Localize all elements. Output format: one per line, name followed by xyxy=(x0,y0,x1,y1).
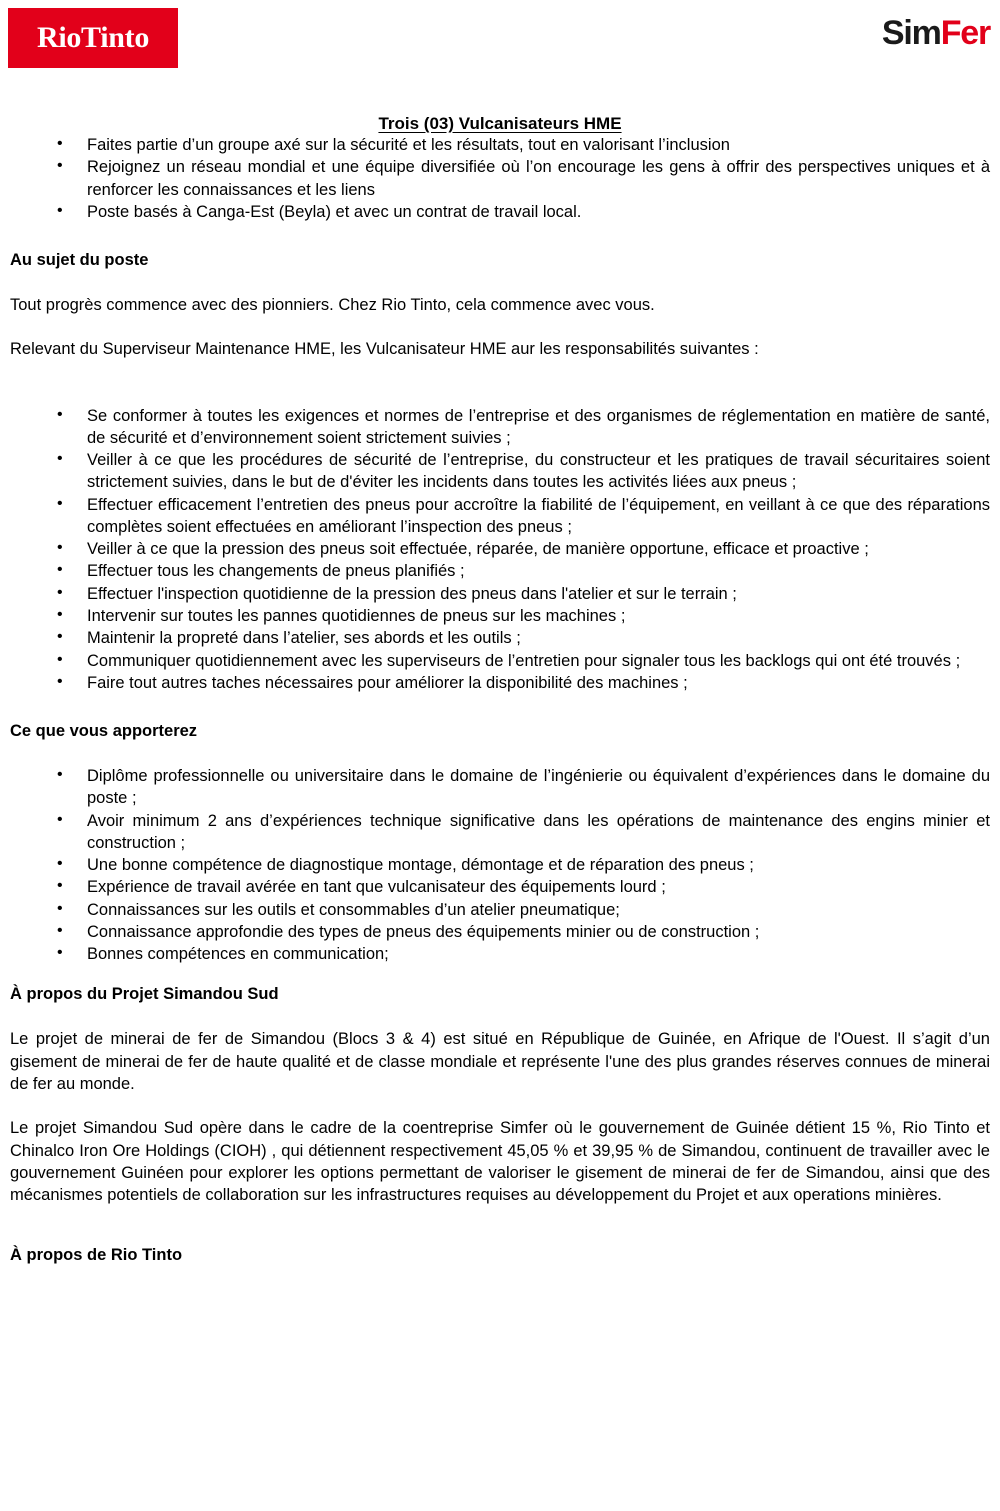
list-item: • Rejoignez un réseau mondial et une équipe diversifiée où l’on encourage les gens à offrir des perspectives uniques et à renforcer les connaissances et les liens xyxy=(10,156,990,201)
list-item: • Intervenir sur toutes les pannes quotidiennes de pneus sur les machines ; xyxy=(10,605,990,627)
list-item: • Avoir minimum 2 ans d’expériences technique significative dans les opérations de maintenance des engins minier et construction ; xyxy=(10,810,990,855)
list-item: • Veiller à ce que les procédures de sécurité de l’entreprise, du constructeur et les pratiques de travail sécuritaires soient strictement suivies, dans le but de d'éviter les incidents dans toutes les activités liées aux pneus ; xyxy=(10,449,990,494)
about-project-paragraph-1: Le projet de minerai de fer de Simandou (Blocs 3 & 4) est situé en République de Guinée, en Afrique de l'Ouest. Il s’agit d’un gisement de minerai de fer de haute qualité et de classe mondiale et représente l'une des plus grandes réserves connues de minerai de fer au monde. xyxy=(10,1030,990,1093)
what-you-bring-list xyxy=(10,765,990,965)
list-item: • Faites partie d’un groupe axé sur la sécurité et les résultats, tout en valorisant l’inclusion xyxy=(10,134,990,156)
list-item: • Se conformer à toutes les exigences et normes de l’entreprise et des organismes de réglementation en matière de santé, de sécurité et d’environnement soient strictement suivies ; xyxy=(10,405,990,450)
list-item: • Effectuer tous les changements de pneus planifiés ; xyxy=(10,560,990,582)
document-header xyxy=(0,0,1000,92)
document-content xyxy=(0,114,1000,1265)
about-role-paragraph-2: Relevant du Superviseur Maintenance HME, les Vulcanisateur HME aur les responsabilités suivantes : xyxy=(10,340,759,359)
list-item: • Veiller à ce que la pression des pneus soit effectuée, réparée, de manière opportune, efficace et proactive ; xyxy=(10,538,990,560)
list-item: • Poste basés à Canga-Est (Beyla) et avec un contrat de travail local. xyxy=(10,201,990,223)
page-title xyxy=(10,114,990,134)
spacer xyxy=(10,1206,990,1246)
about-project-paragraph-2: Le projet Simandou Sud opère dans le cadre de la coentreprise Simfer où le gouvernement de Guinée détient 15 %, Rio Tinto et Chinalco Iron Ore Holdings (CIOH) , qui détiennent respectivement 45,05 % et 39,95 % de Simandou, continuent de travailler avec le gouvernement Guinéen pour explorer les options permettant de valoriser le gisement de minerai de fer de Simandou, ainsi que des mécanismes potentiels de collaboration sur les infrastructures requises au développement du Projet et aux operations minières. xyxy=(10,1119,990,1205)
list-item: • Effectuer l'inspection quotidienne de la pression des pneus dans l'atelier et sur le terrain ; xyxy=(10,583,990,605)
spacer xyxy=(10,1004,990,1028)
section-heading-about-riotinto: À propos de Rio Tinto xyxy=(10,1246,183,1265)
section-heading-about-project: À propos du Projet Simandou Sud xyxy=(10,985,279,1004)
simfer-logo xyxy=(882,16,990,50)
list-item: • Connaissance approfondie des types de pneus des équipements minier ou de construction ; xyxy=(10,921,990,943)
rio-tinto-logo xyxy=(8,8,178,68)
spacer xyxy=(10,965,990,985)
responsibilities-list xyxy=(10,405,990,694)
section-heading-about-role: Au sujet du poste xyxy=(10,251,149,270)
spacer xyxy=(10,694,990,722)
about-role-paragraph-1: Tout progrès commence avec des pionniers. Chez Rio Tinto, cela commence avec vous. xyxy=(10,296,655,315)
section-heading-what-you-bring: Ce que vous apporterez xyxy=(10,722,198,741)
simfer-logo-text-fer: Fer xyxy=(940,14,990,52)
rio-tinto-logo-text: RioTinto xyxy=(36,21,150,54)
spacer xyxy=(10,361,990,405)
list-item: • Maintenir la propreté dans l’atelier, ses abords et les outils ; xyxy=(10,627,990,649)
list-item: • Une bonne compétence de diagnostique montage, démontage et de réparation des pneus ; xyxy=(10,854,990,876)
spacer xyxy=(10,741,990,765)
list-item: • Bonnes compétences en communication; xyxy=(10,943,990,965)
spacer xyxy=(10,270,990,294)
spacer xyxy=(10,223,990,251)
list-item: • Diplôme professionnelle ou universitaire dans le domaine de l’ingénierie ou équivalent d’expériences dans le domaine du poste ; xyxy=(10,765,990,810)
list-item: • Effectuer efficacement l’entretien des pneus pour accroître la fiabilité de l’équipement, en veillant à ce que des réparations complètes soient effectuées en améliorant l’inspection des pneus ; xyxy=(10,494,990,539)
list-item: • Connaissances sur les outils et consommables d’un atelier pneumatique; xyxy=(10,899,990,921)
list-item: • Faire tout autres taches nécessaires pour améliorer la disponibilité des machines ; xyxy=(10,672,990,694)
spacer xyxy=(10,1095,990,1117)
spacer xyxy=(10,316,990,338)
list-item: • Expérience de travail avérée en tant que vulcanisateur des équipements lourd ; xyxy=(10,876,990,898)
simfer-logo-text-sim: Sim xyxy=(881,14,941,52)
page-title-text: Trois (03) Vulcanisateurs HME xyxy=(378,114,622,133)
intro-bullet-list xyxy=(10,134,990,223)
list-item: • Communiquer quotidiennement avec les superviseurs de l’entretien pour signaler tous les backlogs qui ont été trouvés ; xyxy=(10,650,990,672)
